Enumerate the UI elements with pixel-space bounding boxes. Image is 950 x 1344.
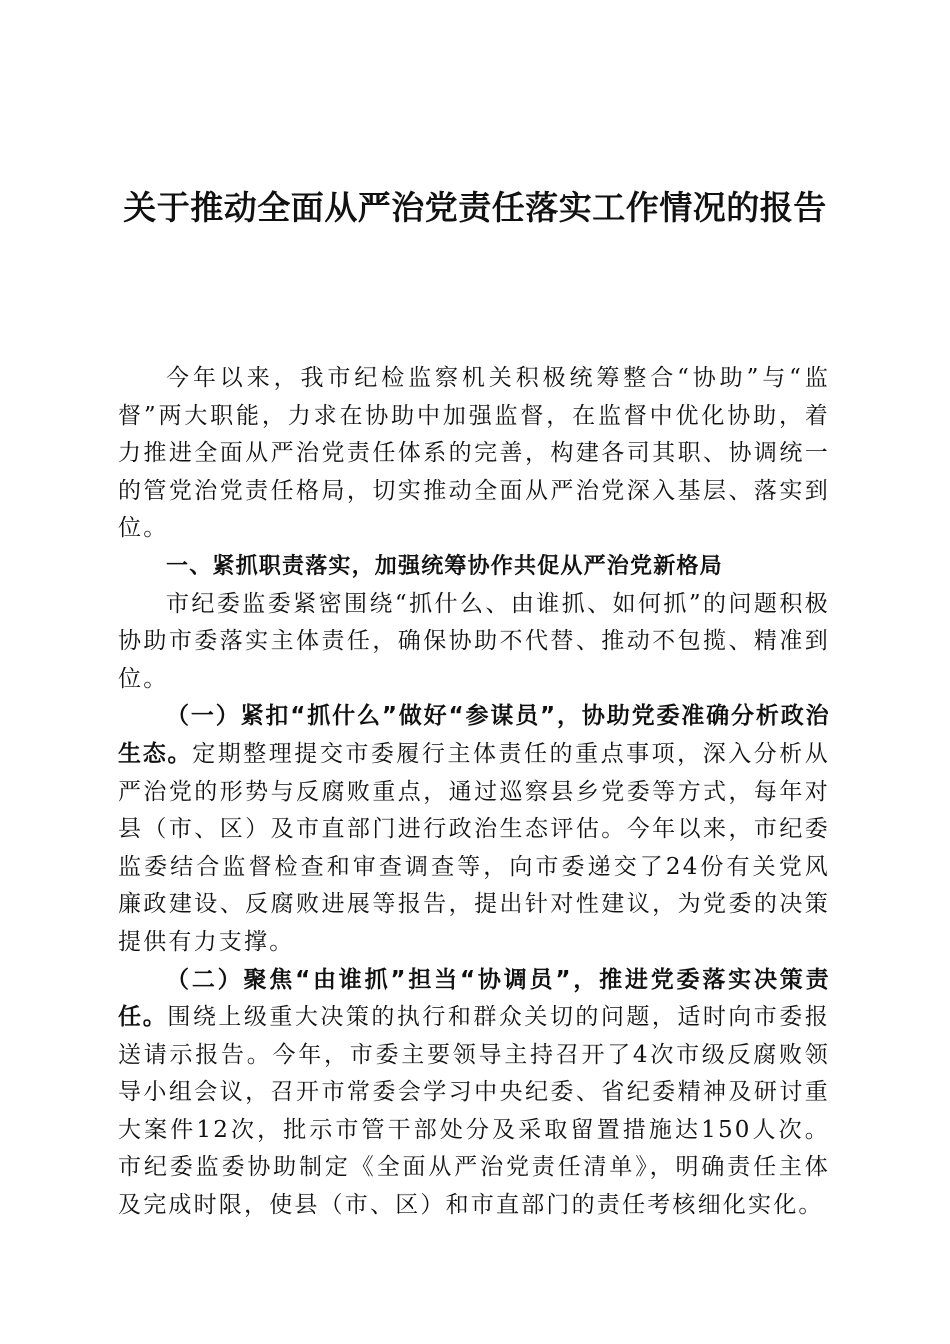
- subsection-paragraph-2: [118, 962, 830, 1225]
- intro-paragraph: 今年以来，我市纪检监察机关积极统筹整合“协助”与“监督”两大职能，力求在协助中加强监督，在监督中优化协助，着力推进全面从严治党责任体系的完善，构建各司其职、协调统一的管党治党责任格局，切实推动全面从严治党深入基层、落实到位。: [118, 365, 830, 542]
- section-intro-paragraph: 市纪委监委紧密围绕“抓什么、由谁抓、如何抓”的问题积极协助市委落实主体责任，确保协助不代替、推动不包揽、精准到位。: [118, 590, 830, 692]
- subsection-lead-2: （二）聚焦“由谁抓”担当“协调员”，推进党委落实决策责任。: [118, 966, 830, 1031]
- section-heading: 一、紧抓职责落实，加强统筹协作共促从严治党新格局: [166, 553, 723, 579]
- subsection-text-2: 围绕上级重大决策的执行和群众关切的问题，适时向市委报送请示报告。今年，市委主要领导主持召开了4次市级反腐败领导小组会议，召开市常委会学习中央纪委、省纪委精神及研讨重大案件12次，批示市管干部处分及采取留置措施达150人次。市纪委监委协助制定《全面从严治党责任清单》，明确责任主体及完成时限，使县（市、区）和市直部门的责任考核细化实化。: [118, 1004, 830, 1219]
- subsection-text-1: 定期整理提交市委履行主体责任的重点事项，深入分析从严治党的形势与反腐败重点，通过巡察县乡党委等方式，每年对县（市、区）及市直部门进行政治生态评估。今年以来，市纪委监委结合监督检查和审查调查等，向市委递交了24份有关党风廉政建设、反腐败进展等报告，提出针对性建议，为党委的决策提供有力支撑。: [118, 740, 831, 955]
- subsection-paragraph-1: [118, 698, 830, 961]
- subsection-lead-1: （一）紧扣“抓什么”做好“参谋员”，协助党委准确分析政治生态。: [118, 703, 830, 767]
- document-body: [118, 360, 830, 1225]
- document-title: 关于推动全面从严治党责任落实工作情况的报告: [123, 188, 827, 227]
